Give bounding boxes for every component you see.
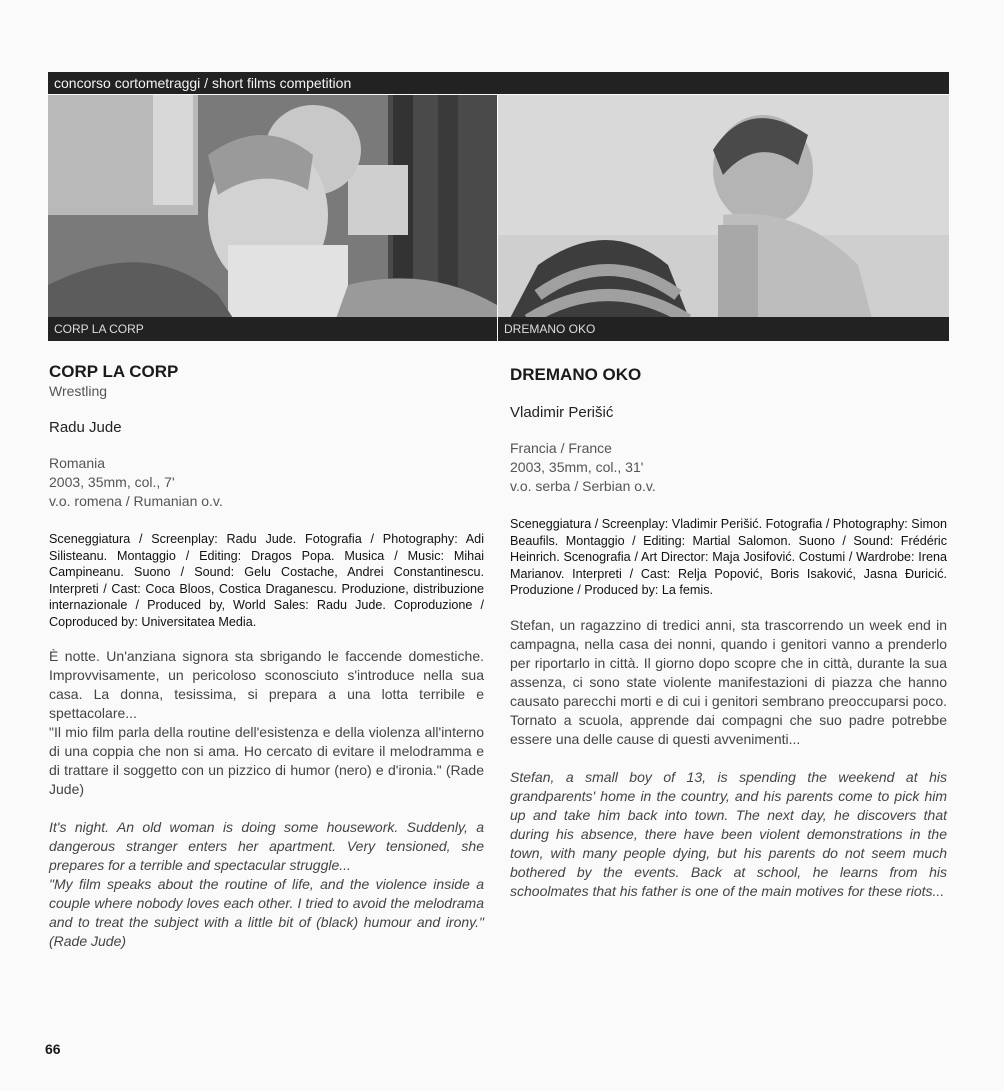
page-number: 66 bbox=[45, 1041, 61, 1057]
film-director: Radu Jude bbox=[49, 419, 122, 436]
film-country: Romania bbox=[49, 455, 106, 471]
quote-italian: "Il mio film parla della routine dell'esistenza e della violenza all'interno di una coppia che non si ama. Ho cercato di evitare il melodramma e di trattare il soggetto con un pizzico di humor (nero) e d'ironia." (Rade Jude) bbox=[49, 724, 484, 797]
synopsis-english: Stefan, a small boy of 13, is spending the weekend at his grandparents' home in the country, and his parents come to pick him up and take him back into town. The next day, he discovers that during his absence, there have been violent demonstrations in the town, with many people dying, but his parents do not seem much bothered by the events. Back at school, he learns from his schoolmates that his father is one of the main motives for these riots... bbox=[510, 768, 947, 899]
film-version: v.o. serba / Serbian o.v. bbox=[510, 478, 656, 494]
synopsis-italian: Stefan, un ragazzino di tredici anni, sta trascorrendo un week end in campagna, nella casa dei nonni, quando i genitori vanno a prenderlo per riportarlo in città. Il giorno dopo scopre che in città, durante la sua assenza, ci sono state violente manifestazioni di piazza che hanno causato parecchi morti e di cui i genitori sembrano preoccuparsi poco. Tornato a scuola, apprende dai compagni che suo padre potrebbe essere una delle cause di questi avvenimenti... bbox=[510, 616, 947, 747]
synopsis-italian: È notte. Un'anziana signora sta sbrigando le faccende domestiche. Improvvisamente, un pericoloso sconosciuto s'introduce nella sua casa. La donna, tesissima, si prepara a una lotta terribile e spettacolare... bbox=[49, 648, 484, 721]
film-director: Vladimir Perišić bbox=[510, 404, 614, 421]
film-subtitle: Wrestling bbox=[49, 383, 108, 399]
film-title: CORP LA CORP bbox=[49, 362, 179, 381]
film-credits: Sceneggiatura / Screenplay: Vladimir Perišić. Fotografia / Photography: Simon Beaufils. Montaggio / Editing: Martial Salomon. Suono / Sound: Frédéric Heinrich. Scenografia / Art Director: Maja Josifović. Costumi / Wardrobe: Irena Marianov. Interpreti / Cast: Relja Popović, Boris Isaković, Jasna Đuricić. Produzione / Produced by: La femis. bbox=[510, 517, 947, 597]
quote-english: "My film speaks about the routine of life, and the violence inside a couple where nobody loves each other. I tried to avoid the melodrama and to treat the subject with a little bit of (black) humour and irony." (Rade Jude) bbox=[49, 876, 484, 949]
film-still-corp-la-corp bbox=[48, 95, 497, 341]
film-specs: 2003, 35mm, col., 31' bbox=[510, 459, 644, 475]
photo-caption: DREMANO OKO bbox=[498, 317, 949, 341]
film-specs: 2003, 35mm, col., 7' bbox=[49, 474, 175, 490]
film-still-image bbox=[498, 95, 949, 341]
synopsis-english: It's night. An old woman is doing some housework. Suddenly, a dangerous stranger enters her apartment. Very tensioned, she prepares for a terrible and spectacular struggle... bbox=[49, 819, 484, 873]
photo-caption: CORP LA CORP bbox=[48, 317, 497, 341]
film-still-image bbox=[48, 95, 497, 341]
film-credits: Sceneggiatura / Screenplay: Radu Jude. Fotografia / Photography: Adi Silisteanu. Montaggio / Editing: Dragos Popa. Musica / Music: Mihai Campineanu. Suono / Sound: Gelu Costache, Andrei Constantinescu. Interpreti / Cast: Coca Bloos, Costica Draganescu. Produzione, distribuzione internazionale / Produced by, World Sales: Radu Jude. Coproduzione / Coproduced by: Universitatea Media. bbox=[49, 532, 484, 629]
section-banner: concorso cortometraggi / short films competition bbox=[48, 72, 949, 94]
film-still-dremano-oko bbox=[498, 95, 949, 341]
film-title: DREMANO OKO bbox=[510, 365, 642, 384]
film-version: v.o. romena / Rumanian o.v. bbox=[49, 493, 223, 509]
film-entry-dremano-oko bbox=[510, 362, 947, 901]
film-country: Francia / France bbox=[510, 440, 612, 456]
film-entry-corp-la-corp bbox=[49, 362, 484, 951]
